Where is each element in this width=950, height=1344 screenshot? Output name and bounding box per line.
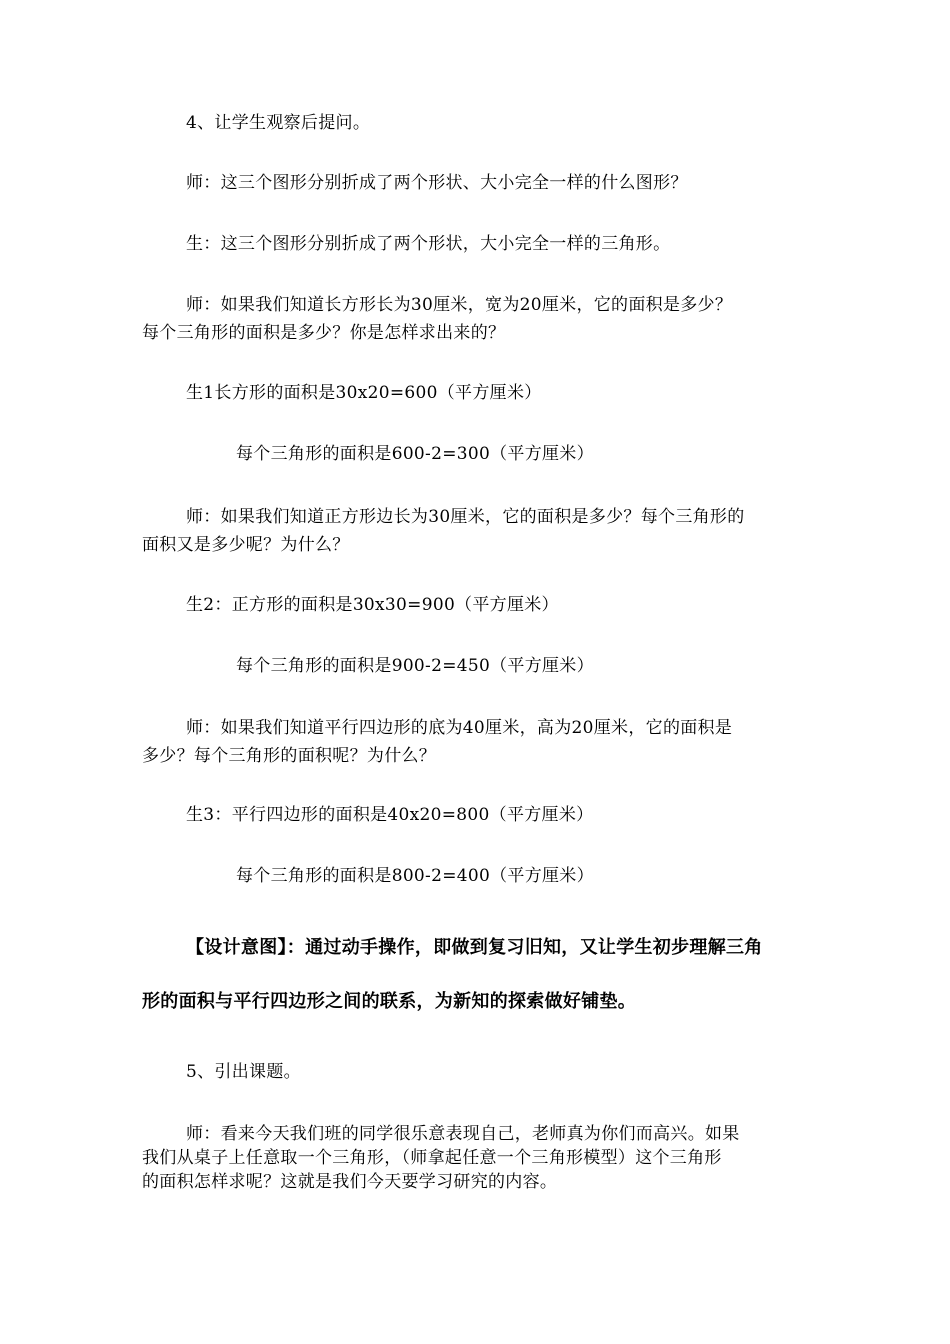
teacher-intro-line-2: 我们从桌子上任意取一个三角形，（师拿起任意一个三角形模型）这个三角形 [142, 1148, 722, 1168]
student-2-triangle-area: 每个三角形的面积是900-2=450（平方厘米） [236, 656, 594, 676]
student-2-square-area: 生2：正方形的面积是30x30=900（平方厘米） [186, 595, 559, 615]
student-3-parallelogram-area: 生3：平行四边形的面积是40x20=800（平方厘米） [186, 805, 594, 825]
teacher-intro-line-3: 的面积怎样求呢？这就是我们今天要学习研究的内容。 [142, 1172, 558, 1192]
section-heading-5: 5、引出课题。 [186, 1062, 301, 1082]
design-intent-line-1: 【设计意图】：通过动手操作，即做到复习旧知，又让学生初步理解三角 [186, 937, 763, 958]
student-1-rectangle-area: 生1长方形的面积是30x20=600（平方厘米） [186, 383, 542, 403]
teacher-question-square-line-2: 面积又是多少呢？为什么？ [142, 535, 350, 555]
teacher-question-rectangle-line-2: 每个三角形的面积是多少？你是怎样求出来的？ [142, 323, 506, 343]
design-intent-line-2: 形的面积与平行四边形之间的联系，为新知的探索做好铺垫。 [142, 991, 637, 1012]
teacher-question-rectangle-line-1: 师：如果我们知道长方形长为30厘米，宽为20厘米，它的面积是多少？ [186, 295, 733, 315]
section-heading-4: 4、让学生观察后提问。 [186, 113, 371, 133]
teacher-question-1: 师：这三个图形分别折成了两个形状、大小完全一样的什么图形？ [186, 173, 688, 193]
student-1-triangle-area: 每个三角形的面积是600-2=300（平方厘米） [236, 444, 594, 464]
teacher-intro-line-1: 师：看来今天我们班的同学很乐意表现自己，老师真为你们而高兴。如果 [186, 1124, 740, 1144]
student-3-triangle-area: 每个三角形的面积是800-2=400（平方厘米） [236, 866, 594, 886]
teacher-question-square-line-1: 师：如果我们知道正方形边长为30厘米，它的面积是多少？每个三角形的 [186, 507, 745, 527]
teacher-question-parallelogram-line-1: 师：如果我们知道平行四边形的底为40厘米，高为20厘米，它的面积是 [186, 718, 733, 738]
teacher-question-parallelogram-line-2: 多少？每个三角形的面积呢？为什么？ [142, 746, 437, 766]
student-answer-1: 生：这三个图形分别折成了两个形状，大小完全一样的三角形。 [186, 234, 671, 254]
